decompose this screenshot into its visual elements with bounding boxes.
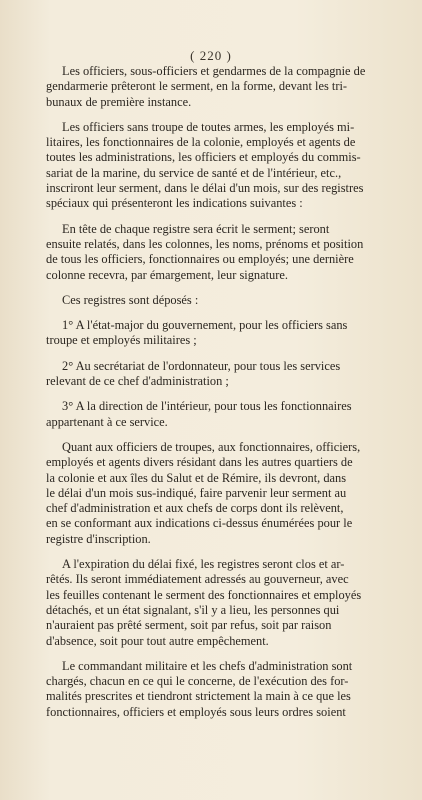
text-line: Quant aux officiers de troupes, aux fonctionnaires, officiers, <box>62 439 361 454</box>
text-line: relevant de ce chef d'administration ; <box>46 374 229 389</box>
text-line: le délai d'un mois sus-indiqué, faire parvenir leur serment au <box>46 485 347 500</box>
paragraph <box>46 64 404 110</box>
text-line: registre d'inscription. <box>46 531 151 546</box>
text-line: malités prescrites et tiendront strictement la main à ce que les <box>46 689 351 704</box>
text-line: Ces registres sont déposés : <box>62 292 199 307</box>
text-line: bunaux de première instance. <box>46 94 192 109</box>
text-line: litaires, les fonctionnaires de la colonie, employés et agents de <box>46 135 356 150</box>
text-line: appartenant à ce service. <box>46 414 168 429</box>
text-line: les feuilles contenant le serment des fonctionnaires et employés <box>46 587 362 602</box>
paragraph <box>46 659 404 720</box>
text-line: A l'expiration du délai fixé, les registres seront clos et ar- <box>62 557 345 572</box>
text-line: inscriront leur serment, dans le délai d'un mois, sur des registres <box>46 181 364 196</box>
body-text <box>46 64 404 730</box>
paragraph <box>46 440 404 547</box>
text-line: sariat de la marine, du service de santé et de l'intérieur, etc., <box>46 165 342 180</box>
paragraph <box>46 557 404 649</box>
text-line: 2° Au secrétariat de l'ordonnateur, pour tous les services <box>62 358 341 373</box>
text-line: de tous les officiers, fonctionnaires ou employés; une dernière <box>46 252 354 267</box>
paragraph <box>46 293 404 308</box>
text-line: employés et agents divers résidant dans les autres quartiers de <box>46 455 353 470</box>
text-line: spéciaux qui présenteront les indications suivantes : <box>46 196 303 211</box>
text-line: Les officiers, sous-officiers et gendarmes de la compagnie de <box>62 64 366 78</box>
text-line: gendarmerie prêteront le serment, en la forme, devant les tri- <box>46 79 348 94</box>
page-number: ( 220 ) <box>190 48 232 63</box>
text-line: la colonie et aux îles du Salut et de Rémire, ils devront, dans <box>46 470 347 485</box>
text-line: En tête de chaque registre sera écrit le serment; seront <box>62 221 330 236</box>
paragraph <box>46 318 404 349</box>
text-line: fonctionnaires, officiers et employés sous leurs ordres soient <box>46 704 346 719</box>
text-line: Le commandant militaire et les chefs d'administration sont <box>62 658 353 673</box>
text-line: chef d'administration et aux chefs de corps dont ils relèvent, <box>46 501 344 516</box>
text-line: toutes les administrations, les officiers et employés du commis- <box>46 150 361 165</box>
paragraph <box>46 359 404 390</box>
text-line: ensuite relatés, dans les colonnes, les noms, prénoms et position <box>46 236 364 251</box>
paragraph <box>46 222 404 283</box>
text-line: en se conformant aux indications ci-dessus énumérées pour le <box>46 516 353 531</box>
text-line: colonne recevra, par émargement, leur signature. <box>46 267 288 282</box>
paragraph <box>46 120 404 212</box>
paragraph <box>46 399 404 430</box>
text-line: troupe et employés militaires ; <box>46 333 197 348</box>
text-line: n'auraient pas prêté serment, soit par refus, soit par raison <box>46 618 332 633</box>
text-line: rêtés. Ils seront immédiatement adressés au gouverneur, avec <box>46 572 349 587</box>
text-line: 3° A la direction de l'intérieur, pour tous les fonctionnaires <box>62 399 352 414</box>
text-line: détachés, et un état signalant, s'il y a lieu, les personnes qui <box>46 602 340 617</box>
text-line: chargés, chacun en ce qui le concerne, de l'exécution des for- <box>46 674 349 689</box>
text-line: Les officiers sans troupe de toutes armes, les employés mi- <box>62 119 355 134</box>
text-line: 1° A l'état-major du gouvernement, pour les officiers sans <box>62 318 348 333</box>
text-line: d'absence, soit pour tout autre empêchement. <box>46 633 269 648</box>
